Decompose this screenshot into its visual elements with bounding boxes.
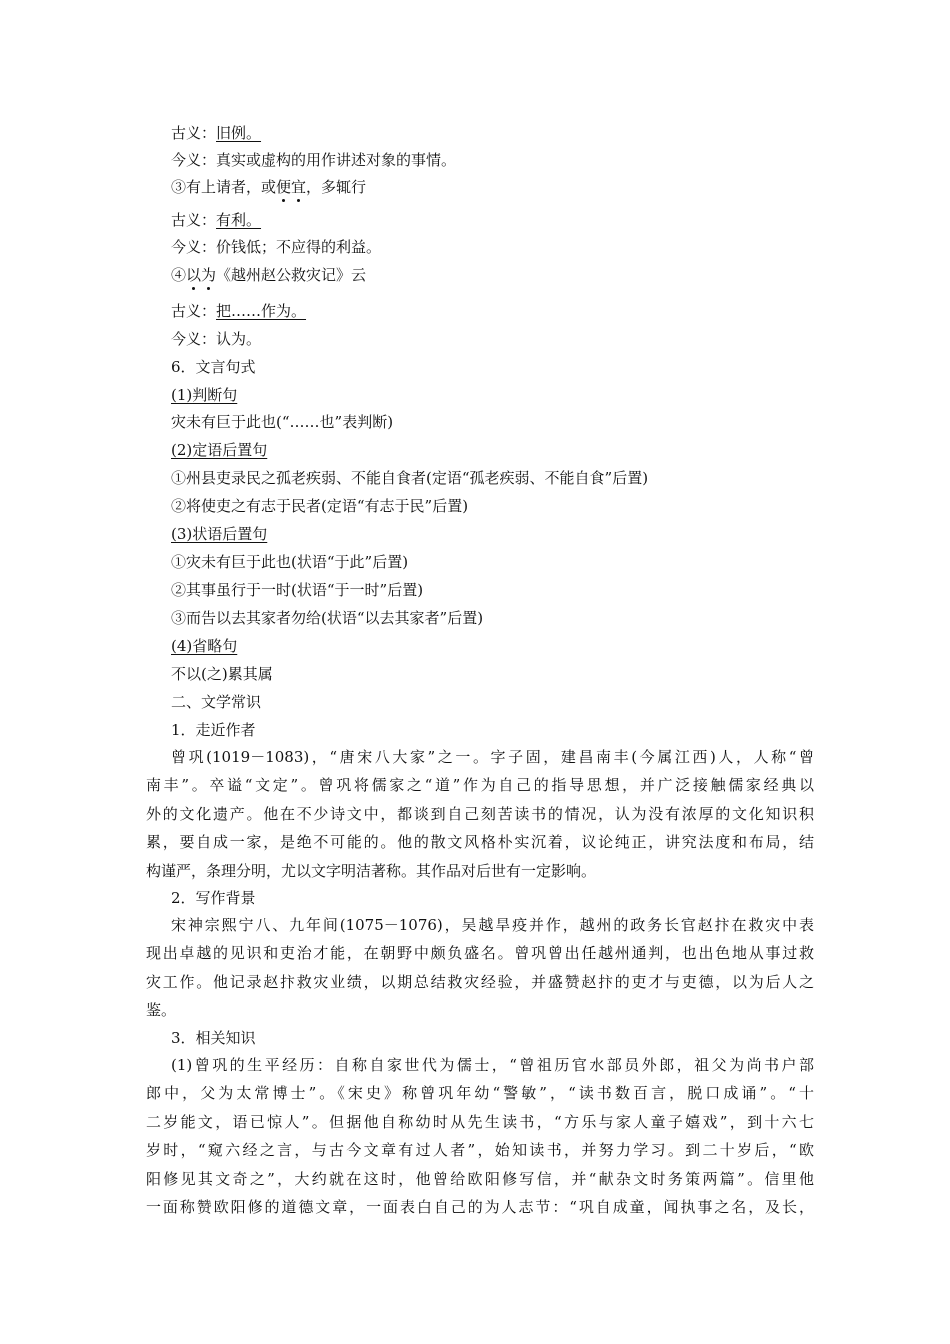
paragraph-line: 鉴。 (146, 1001, 177, 1020)
paragraph-line: 现出卓越的见识和吏治才能，在朝野中颇负盛名。曾巩曾出任越州通判，也出色地从事过救 (146, 944, 814, 963)
example-sentence-4: ④以为《越州赵公救灾记》云 (171, 266, 367, 284)
paragraph-line: 构谨严，条理分明，尤以文字明洁著称。其作品对后世有一定影响。 (146, 861, 597, 880)
subheading-author: 1．走近作者 (171, 721, 256, 739)
pattern-label-ellipsis: (4)省略句 (171, 637, 238, 655)
emphasis-dot-char: 为 (201, 266, 217, 284)
example-sentence-3: ③有上请者，或便宜，多辄行 (171, 178, 367, 196)
modern-meaning-4: 今义：认为。 (171, 330, 262, 348)
pattern-example: ②其事虽行于一时(状语“于一时”后置) (171, 581, 424, 599)
paragraph-line: 二岁能文，语已惊人”。但据他自称幼时从先生读书，“方乐与家人童子嬉戏”，到十六七 (146, 1112, 814, 1131)
modern-meaning-3: 今义：价钱低；不应得的利益。 (171, 238, 382, 256)
pattern-example: ①州县吏录民之孤老疾弱、不能自食者(定语“孤老疾弱、不能自食”后置) (171, 469, 649, 487)
paragraph-line: (1)曾巩的生平经历：自称自家世代为儒士，“曾祖历官水部员外郎，祖父为尚书户部 (171, 1056, 814, 1074)
ancient-meaning-2: 古义：旧例。 (171, 124, 262, 142)
paragraph-related-knowledge (146, 1051, 814, 1221)
pattern-label-adverbial-postposition: (3)状语后置句 (171, 525, 268, 543)
paragraph-line: 南丰”。卒谥“文定”。曾巩将儒家之“道”作为自己的指导思想，并广泛接触儒家经典以 (146, 776, 814, 795)
pattern-example: 不以(之)累其属 (171, 665, 273, 683)
ancient-meaning-4: 古义：把……作为。 (171, 302, 307, 320)
paragraph-line: 岁时，“窥六经之言，与古今文章有过人者”，始知读书，并努力学习。到二十岁后，“欧 (146, 1141, 814, 1160)
emphasis-dot-char: 便 (276, 178, 292, 196)
ancient-meaning-value: 把……作为。 (216, 302, 307, 320)
paragraph-background (146, 911, 814, 1025)
emphasis-dot-char: 以 (186, 266, 202, 284)
ancient-meaning-value: 有利。 (216, 211, 262, 229)
paragraph-line: 宋神宗熙宁八、九年间(1075－1076)，吴越旱疫并作，越州的政务长官赵抃在救灾中表 (171, 916, 814, 934)
paragraph-author (146, 743, 814, 885)
subheading-background: 2．写作背景 (171, 889, 256, 907)
pattern-label-attributive-postposition: (2)定语后置句 (171, 441, 268, 459)
ancient-meaning-value: 旧例。 (216, 124, 262, 142)
paragraph-line: 郎中，父为太常博士”。《宋史》称曾巩年幼“警敏”，“读书数百言，脱口成诵”。“十 (146, 1084, 814, 1103)
ancient-meaning-3: 古义：有利。 (171, 211, 262, 229)
pattern-example: 灾未有巨于此也(“……也”表判断) (171, 413, 394, 431)
pattern-example: ②将使吏之有志于民者(定语“有志于民”后置) (171, 497, 469, 515)
paragraph-line: 阳修见其文奇之”，大约就在这时，他曾给欧阳修写信，并“献杂文时务策两篇”。信里他 (146, 1169, 814, 1188)
modern-meaning-2: 今义：真实或虚构的用作讲述对象的事情。 (171, 151, 457, 169)
subheading-related-knowledge: 3．相关知识 (171, 1029, 256, 1047)
pattern-example: ③而告以去其家者勿给(状语“以去其家者”后置) (171, 609, 484, 627)
paragraph-line: 外的文化遗产。他在不少诗文中，都谈到自己刻苦读书的情况，认为没有浓厚的文化知识积 (146, 804, 814, 823)
pattern-example: ①灾未有巨于此也(状语“于此”后置) (171, 553, 409, 571)
section-heading-literary-knowledge: 二、文学常识 (171, 693, 262, 711)
emphasis-dot-char: 宜 (291, 178, 307, 196)
section-heading-sentence-patterns: 6．文言句式 (171, 358, 256, 376)
paragraph-line: 一面称赞欧阳修的道德文章，一面表白自己的为人志节：“巩自成童，闻执事之名，及长， (146, 1198, 814, 1217)
paragraph-line: 灾工作。他记录赵抃救灾业绩，以期总结救灾经验，并盛赞赵抃的吏才与吏德，以为后人之 (146, 972, 814, 991)
paragraph-line: 累，要自成一家，是绝不可能的。他的散文风格朴实沉着，议论纯正，讲究法度和布局，结 (146, 833, 814, 852)
pattern-label-judgment: (1)判断句 (171, 386, 238, 404)
paragraph-line: 曾巩(1019－1083)，“唐宋八大家”之一。字子固，建昌南丰(今属江西)人，人称“曾 (171, 748, 814, 766)
